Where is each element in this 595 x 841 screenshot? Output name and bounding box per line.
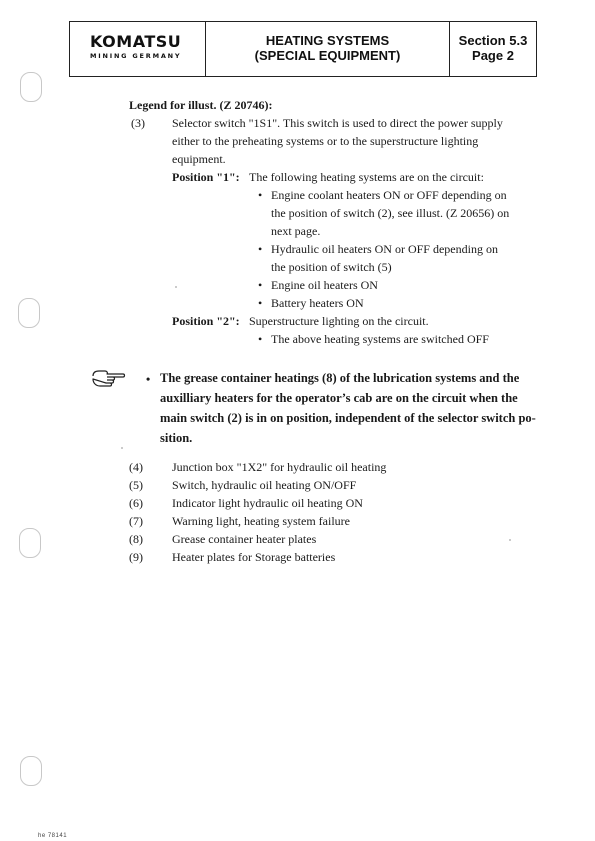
position-1-bullet-3: Engine oil heaters ON: [271, 278, 378, 292]
item-3-line-2: either to the preheating systems or to the superstructure lighting: [172, 134, 479, 148]
item-9-number: (9): [129, 550, 143, 564]
item-5-number: (5): [129, 478, 143, 492]
document-title: [206, 22, 450, 76]
item-6-number: (6): [129, 496, 143, 510]
item-4-number: (4): [129, 460, 143, 474]
scan-speck: [175, 286, 177, 288]
footer-code: he 78141: [38, 833, 68, 839]
title-line-1: HEATING SYSTEMS: [265, 33, 390, 48]
note-line-3: main switch (2) is in on position, independent of the selector switch po-: [160, 411, 536, 425]
position-1-bullet-4: Battery heaters ON: [271, 296, 364, 310]
item-9-text: Heater plates for Storage batteries: [172, 550, 336, 564]
page-number: Page 2: [472, 48, 514, 63]
section-number: Section 5.3: [458, 33, 528, 48]
position-2-intro: Superstructure lighting on the circuit.: [249, 314, 429, 328]
pointing-hand-icon: [91, 368, 127, 390]
position-1-bullet-2-line-1: Hydraulic oil heaters ON or OFF depending on: [271, 242, 498, 256]
bullet-icon: •: [258, 332, 263, 346]
section-info: [450, 22, 536, 76]
punch-hole: [20, 72, 42, 102]
note-line-1: The grease container heatings (8) of the lubrication systems and the: [160, 371, 520, 385]
company-logo: [70, 22, 206, 76]
item-6-text: Indicator light hydraulic oil heating ON: [172, 496, 363, 510]
note-bullet-icon: •: [146, 372, 151, 386]
bullet-icon: •: [258, 296, 263, 310]
punch-hole: [20, 756, 42, 786]
item-3-line-1: Selector switch "1S1". This switch is used to direct the power supply: [172, 116, 503, 130]
punch-hole: [18, 298, 40, 328]
note-line-4: sition.: [160, 431, 193, 445]
note-line-2: auxilliary heaters for the operator’s cab are on the circuit when the: [160, 391, 518, 405]
position-2-label: Position "2":: [172, 314, 240, 328]
bullet-icon: •: [258, 188, 263, 202]
position-1-label: Position "1":: [172, 170, 240, 184]
logo-subtitle: MINING GERMANY: [90, 52, 182, 60]
bullet-icon: •: [258, 278, 263, 292]
scan-speck: [509, 539, 511, 541]
position-1-bullet-2-line-2: the position of switch (5): [271, 260, 392, 274]
page-header: [69, 21, 537, 77]
item-7-number: (7): [129, 514, 143, 528]
position-1-bullet-1-line-3: next page.: [271, 224, 321, 238]
punch-hole: [19, 528, 41, 558]
scan-speck: [121, 447, 123, 449]
logo-name: KOMATSU: [90, 32, 182, 51]
item-5-text: Switch, hydraulic oil heating ON/OFF: [172, 478, 357, 492]
title-line-2: (SPECIAL EQUIPMENT): [254, 48, 401, 63]
item-4-text: Junction box "1X2" for hydraulic oil heating: [172, 460, 387, 474]
position-1-intro: The following heating systems are on the circuit:: [249, 170, 484, 184]
item-8-number: (8): [129, 532, 143, 546]
position-1-bullet-1-line-1: Engine coolant heaters ON or OFF depending on: [271, 188, 507, 202]
legend-heading: Legend for illust. (Z 20746):: [129, 98, 273, 112]
position-2-bullet: The above heating systems are switched OFF: [271, 332, 489, 346]
item-7-text: Warning light, heating system failure: [172, 514, 350, 528]
position-1-bullet-1-line-2: the position of switch (2), see illust. (Z 20656) on: [271, 206, 510, 220]
item-3-number: (3): [131, 116, 145, 130]
item-8-text: Grease container heater plates: [172, 532, 317, 546]
item-3-line-3: equipment.: [172, 152, 226, 166]
bullet-icon: •: [258, 242, 263, 256]
